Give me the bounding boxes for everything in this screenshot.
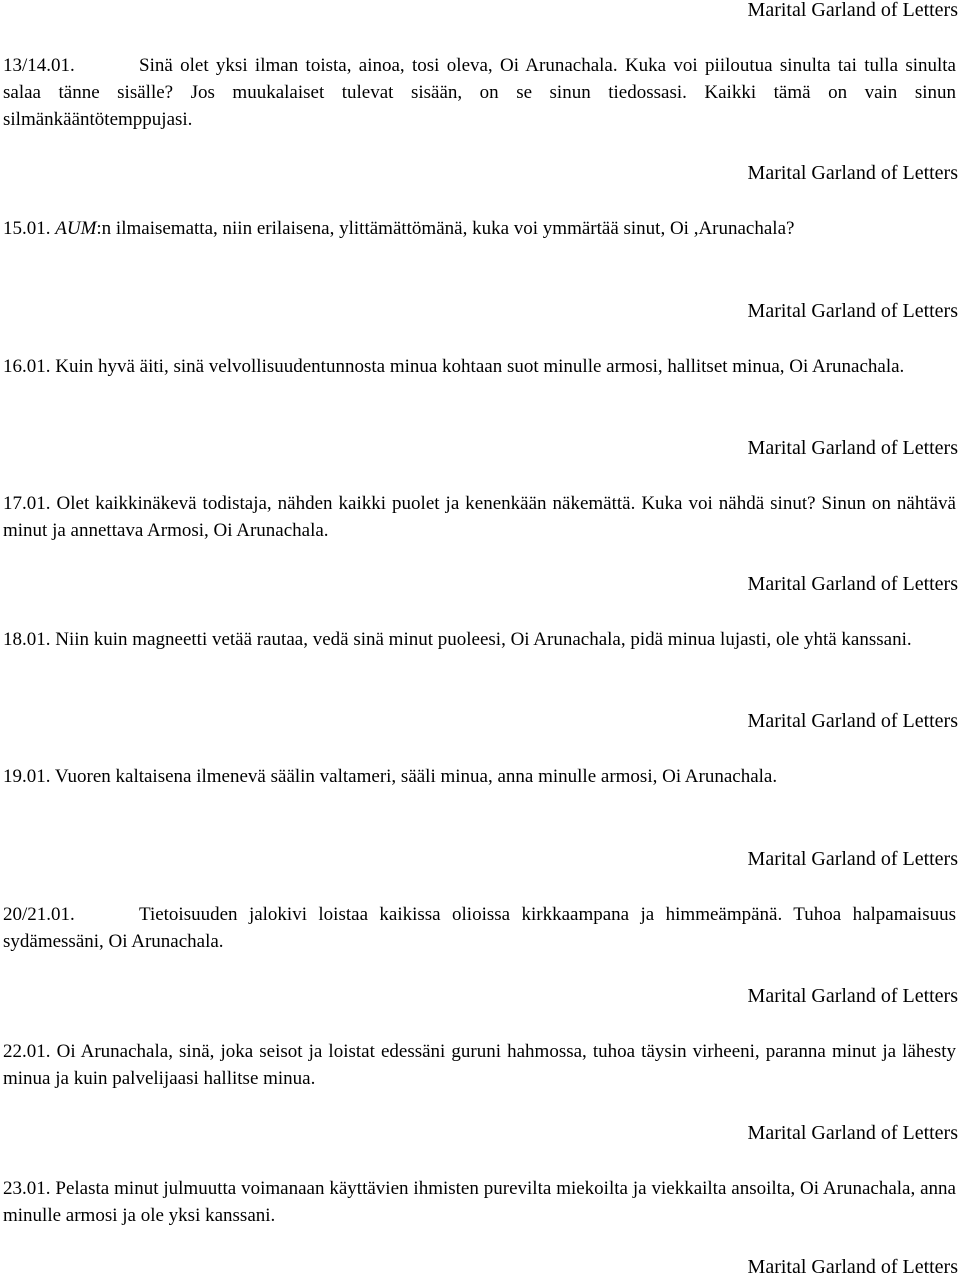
section-heading: Marital Garland of Letters (747, 300, 958, 322)
section-heading: Marital Garland of Letters (747, 1122, 958, 1144)
verse-text: Pelasta minut julmuutta voimanaan käyttävien ihmisten purevilta miekoilta ja viekkailta ansoilta, Oi Arunachala, anna minulle armosi ja ole yksi kanssani. (3, 1178, 956, 1226)
verse-number: 13/14.01. (3, 55, 75, 76)
verse-22 (3, 1038, 956, 1092)
verse-text: Sinä olet yksi ilman toista, ainoa, tosi oleva, Oi Arunachala. Kuka voi piiloutua sinulta tai tulla sinulta salaa tänne sisälle? Jos muukalaiset tulevat sisään, on se sinun tiedossasi. Kaikki tämä on vain sinun silmänkääntötemppujasi. (3, 55, 956, 130)
verse-number: 15.01. (3, 218, 51, 239)
verse-text: Vuoren kaltaisena ilmenevä säälin valtameri, sääli minua, anna minulle armosi, Oi Arunachala. (54, 766, 778, 787)
verse-text: Oi Arunachala, sinä, joka seisot ja loistat edessäni guruni hahmossa, tuhoa täysin virheeni, paranna minut ja lähesty minua ja kuin palvelijaasi hallitse minua. (3, 1041, 956, 1089)
verse-italic-term: AUM (55, 218, 97, 239)
section-heading: Marital Garland of Letters (747, 848, 958, 870)
verse-number: 20/21.01. (3, 904, 75, 925)
verse-text: Kuin hyvä äiti, sinä velvollisuudentunnosta minua kohtaan suot minulle armosi, hallitset minua, Oi Arunachala. (55, 356, 905, 377)
verse-16 (3, 353, 956, 380)
verse-text: :n ilmaisematta, niin erilaisena, ylittämättömänä, kuka voi ymmärtää sinut, Oi ,Arunachala? (96, 218, 795, 239)
section-heading: Marital Garland of Letters (747, 573, 958, 595)
verse-19 (3, 763, 956, 790)
verse-number: 18.01. (3, 629, 51, 650)
section-heading: Marital Garland of Letters (747, 437, 958, 459)
verse-text: Niin kuin magneetti vetää rautaa, vedä sinä minut puoleesi, Oi Arunachala, pidä minua lujasti, ole yhtä kanssani. (55, 629, 912, 650)
verse-23 (3, 1175, 956, 1229)
verse-17 (3, 490, 956, 544)
verse-number: 16.01. (3, 356, 51, 377)
verse-number: 17.01. (3, 493, 51, 514)
section-heading: Marital Garland of Letters (747, 0, 958, 21)
verse-number: 22.01. (3, 1041, 51, 1062)
verse-13-14 (3, 52, 956, 133)
verse-15 (3, 215, 956, 242)
verse-18 (3, 626, 956, 653)
verse-text: Olet kaikkinäkevä todistaja, nähden kaikki puolet ja kenenkään näkemättä. Kuka voi nähdä sinut? Sinun on nähtävä minut ja annettava Armosi, Oi Arunachala. (3, 493, 956, 541)
verse-20-21 (3, 901, 956, 955)
section-heading: Marital Garland of Letters (747, 985, 958, 1007)
verse-number: 19.01. (3, 766, 51, 787)
verse-number: 23.01. (3, 1178, 51, 1199)
section-heading: Marital Garland of Letters (747, 710, 958, 732)
verse-text: Tietoisuuden jalokivi loistaa kaikissa olioissa kirkkaampana ja himmeämpänä. Tuhoa halpamaisuus sydämessäni, Oi Arunachala. (3, 904, 956, 952)
section-heading: Marital Garland of Letters (747, 1256, 958, 1278)
section-heading: Marital Garland of Letters (747, 162, 958, 184)
